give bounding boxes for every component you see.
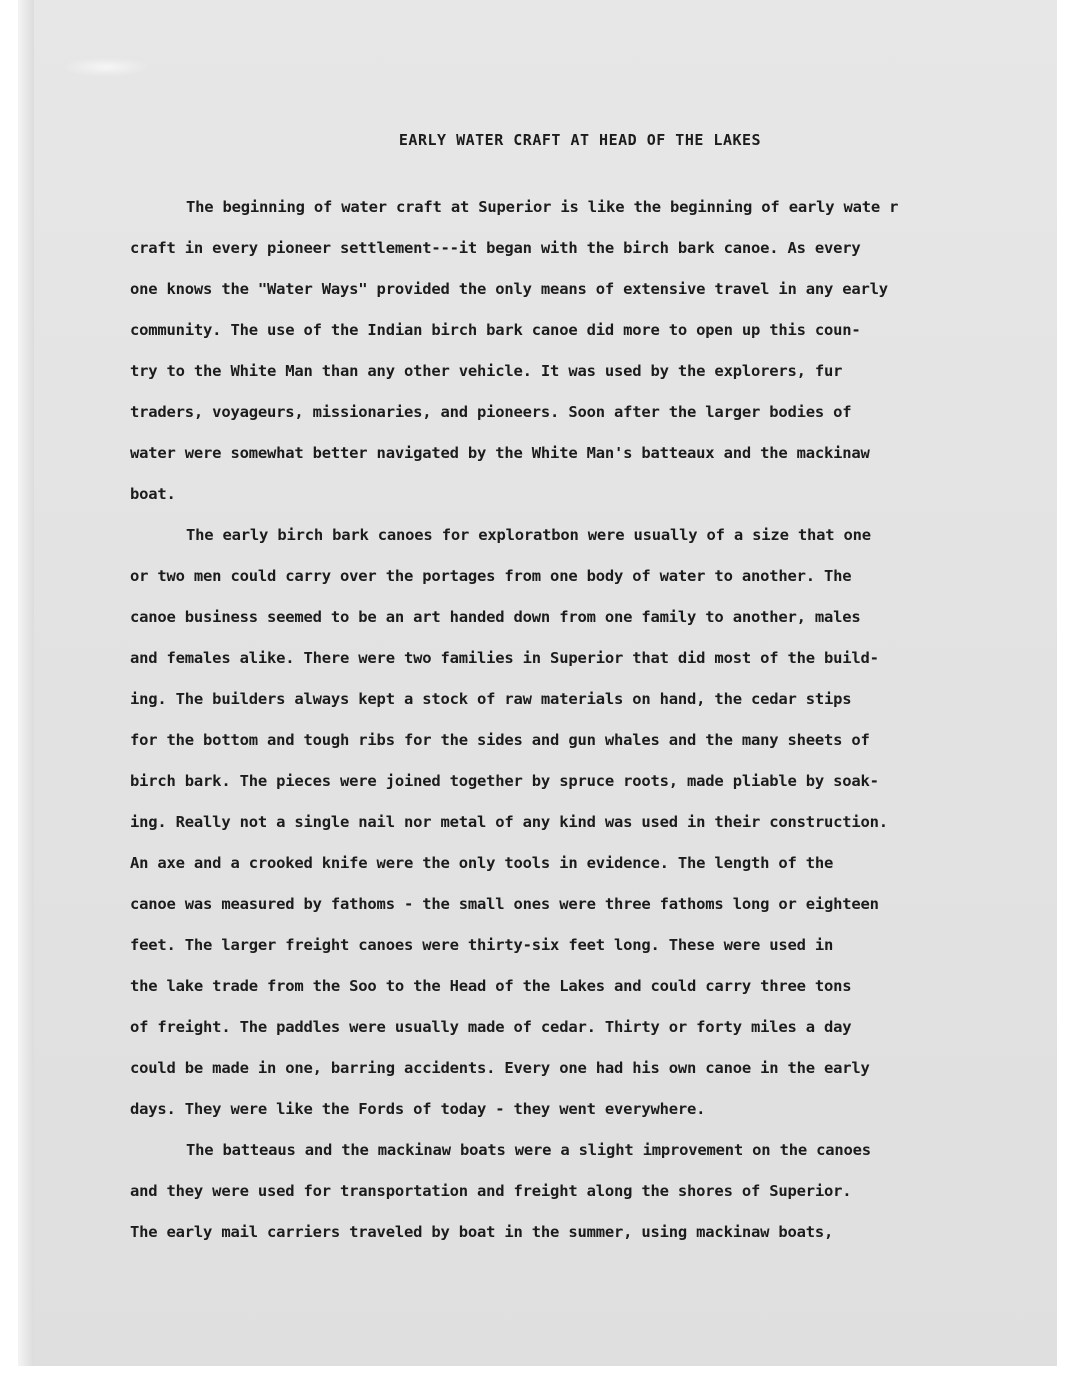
text-line: days. They were like the Fords of today - they went everywhere. (130, 1100, 706, 1118)
text-line: The early birch bark canoes for exploratbon were usually of a size that one (186, 526, 871, 544)
text-line: of freight. The paddles were usually made of cedar. Thirty or forty miles a day (130, 1018, 852, 1036)
text-line: The early mail carriers traveled by boat in the summer, using mackinaw boats, (130, 1223, 834, 1241)
text-line: ing. Really not a single nail nor metal of any kind was used in their construction. (130, 813, 888, 831)
paper-tear-mark (66, 58, 146, 76)
text-line: canoe was measured by fathoms - the small ones were three fathoms long or eighteen (130, 895, 879, 913)
text-line: boat. (130, 485, 176, 503)
text-line: The beginning of water craft at Superior is like the beginning of early wate r (186, 198, 899, 216)
text-line: An axe and a crooked knife were the only tools in evidence. The length of the (130, 854, 834, 872)
text-line: or two men could carry over the portages from one body of water to another. The (130, 567, 852, 585)
scan-shadow-left (18, 0, 34, 1380)
text-line: community. The use of the Indian birch bark canoe did more to open up this coun- (130, 321, 861, 339)
text-line: and they were used for transportation and freight along the shores of Superior. (130, 1182, 852, 1200)
text-line: canoe business seemed to be an art handed down from one family to another, males (130, 608, 861, 626)
scan-border-left (0, 0, 20, 1380)
text-line: try to the White Man than any other vehicle. It was used by the explorers, fur (130, 362, 843, 380)
text-line: could be made in one, barring accidents. Every one had his own canoe in the early (130, 1059, 870, 1077)
text-line: ing. The builders always kept a stock of raw materials on hand, the cedar stips (130, 690, 852, 708)
scan-border-bottom (0, 1366, 1069, 1380)
text-line: the lake trade from the Soo to the Head of the Lakes and could carry three tons (130, 977, 852, 995)
paragraph-2 (130, 515, 990, 1130)
text-line: craft in every pioneer settlement---it began with the birch bark canoe. As every (130, 239, 861, 257)
text-line: feet. The larger freight canoes were thirty-six feet long. These were used in (130, 936, 834, 954)
paragraph-1 (130, 187, 990, 515)
document-title: EARLY WATER CRAFT AT HEAD OF THE LAKES (398, 131, 762, 149)
paragraph-3 (130, 1130, 990, 1253)
text-line: The batteaus and the mackinaw boats were a slight improvement on the canoes (186, 1141, 871, 1159)
typed-text-body (130, 125, 990, 1253)
text-line: and females alike. There were two families in Superior that did most of the build- (130, 649, 879, 667)
text-line: for the bottom and tough ribs for the sides and gun whales and the many sheets of (130, 731, 870, 749)
text-line: one knows the "Water Ways" provided the only means of extensive travel in any early (130, 280, 888, 298)
text-line: water were somewhat better navigated by the White Man's batteaux and the mackinaw (130, 444, 870, 462)
text-line: traders, voyageurs, missionaries, and pioneers. Soon after the larger bodies of (130, 403, 852, 421)
scan-border-right (1057, 0, 1069, 1380)
text-line: birch bark. The pieces were joined together by spruce roots, made pliable by soak- (130, 772, 879, 790)
